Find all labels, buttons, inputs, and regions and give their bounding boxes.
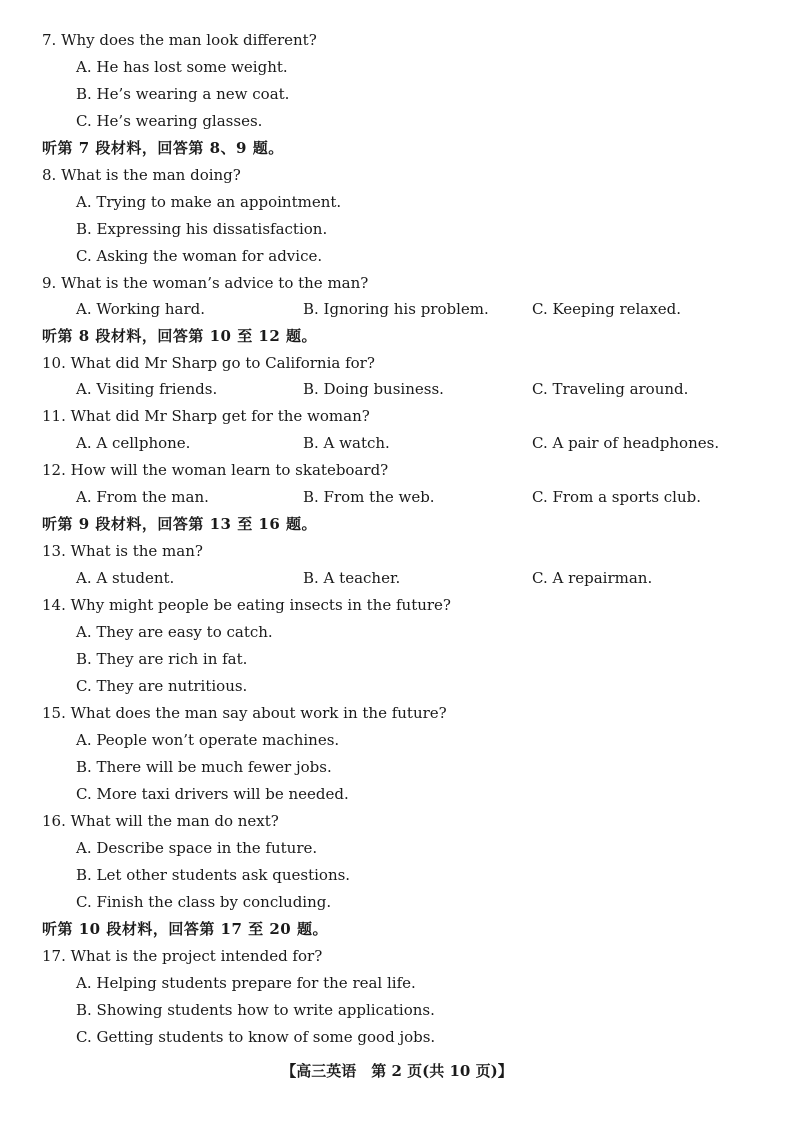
- question-10-option-b: B. Doing business.: [303, 380, 444, 398]
- question-7-stem: 7. Why does the man look different?: [42, 31, 317, 49]
- question-10-option-a: A. Visiting friends.: [76, 380, 218, 398]
- question-8-stem: 8. What is the man doing?: [42, 166, 241, 184]
- question-9-stem: 9. What is the woman’s advice to the man?: [42, 274, 369, 292]
- section-instruction-9: 听第 9 段材料，回答第 13 至 16 题。: [42, 515, 318, 533]
- question-11-option-c: C. A pair of headphones.: [532, 434, 720, 452]
- question-12-stem: 12. How will the woman learn to skateboard?: [42, 461, 389, 479]
- question-17-option-b: B. Showing students how to write applications.: [76, 1001, 435, 1019]
- question-16-option-a: A. Describe space in the future.: [76, 839, 318, 857]
- section-instruction-10: 听第 10 段材料，回答第 17 至 20 题。: [42, 920, 328, 938]
- question-8-option-a: A. Trying to make an appointment.: [76, 193, 342, 211]
- question-13-option-b: B. A teacher.: [303, 569, 401, 587]
- question-14-option-c: C. They are nutritious.: [76, 677, 248, 695]
- question-17-stem: 17. What is the project intended for?: [42, 947, 323, 965]
- question-13-stem: 13. What is the man?: [42, 542, 203, 560]
- question-15-option-b: B. There will be much fewer jobs.: [76, 758, 332, 776]
- question-9-option-b: B. Ignoring his problem.: [303, 300, 489, 318]
- question-13-option-c: C. A repairman.: [532, 569, 653, 587]
- question-8-option-b: B. Expressing his dissatisfaction.: [76, 220, 328, 238]
- question-8-option-c: C. Asking the woman for advice.: [76, 247, 323, 265]
- question-15-stem: 15. What does the man say about work in the future?: [42, 704, 447, 722]
- question-16-option-c: C. Finish the class by concluding.: [76, 893, 332, 911]
- question-15-option-c: C. More taxi drivers will be needed.: [76, 785, 349, 803]
- question-13-option-a: A. A student.: [76, 569, 175, 587]
- question-12-option-b: B. From the web.: [303, 488, 435, 506]
- question-16-stem: 16. What will the man do next?: [42, 812, 279, 830]
- question-11-option-a: A. A cellphone.: [76, 434, 191, 452]
- question-9-option-a: A. Working hard.: [76, 300, 206, 318]
- section-instruction-8: 听第 8 段材料，回答第 10 至 12 题。: [42, 327, 318, 345]
- question-10-option-c: C. Traveling around.: [532, 380, 689, 398]
- question-14-option-b: B. They are rich in fat.: [76, 650, 248, 668]
- question-15-option-a: A. People won’t operate machines.: [76, 731, 340, 749]
- question-12-option-c: C. From a sports club.: [532, 488, 702, 506]
- question-7-option-b: B. He’s wearing a new coat.: [76, 85, 290, 103]
- question-9-option-c: C. Keeping relaxed.: [532, 300, 681, 318]
- question-11-option-b: B. A watch.: [303, 434, 390, 452]
- question-10-stem: 10. What did Mr Sharp go to California for?: [42, 354, 375, 372]
- question-17-option-a: A. Helping students prepare for the real life.: [76, 974, 416, 992]
- question-7-option-c: C. He’s wearing glasses.: [76, 112, 263, 130]
- question-12-option-a: A. From the man.: [76, 488, 209, 506]
- question-14-option-a: A. They are easy to catch.: [76, 623, 273, 641]
- question-14-stem: 14. Why might people be eating insects in the future?: [42, 596, 451, 614]
- section-instruction-7: 听第 7 段材料，回答第 8、9 题。: [42, 139, 284, 157]
- question-16-option-b: B. Let other students ask questions.: [76, 866, 351, 884]
- question-17-option-c: C. Getting students to know of some good jobs.: [76, 1028, 436, 1046]
- question-7-option-a: A. He has lost some weight.: [76, 58, 288, 76]
- question-11-stem: 11. What did Mr Sharp get for the woman?: [42, 407, 370, 425]
- page-footer: 【高三英语 第 2 页(共 10 页)】: [281, 1062, 513, 1080]
